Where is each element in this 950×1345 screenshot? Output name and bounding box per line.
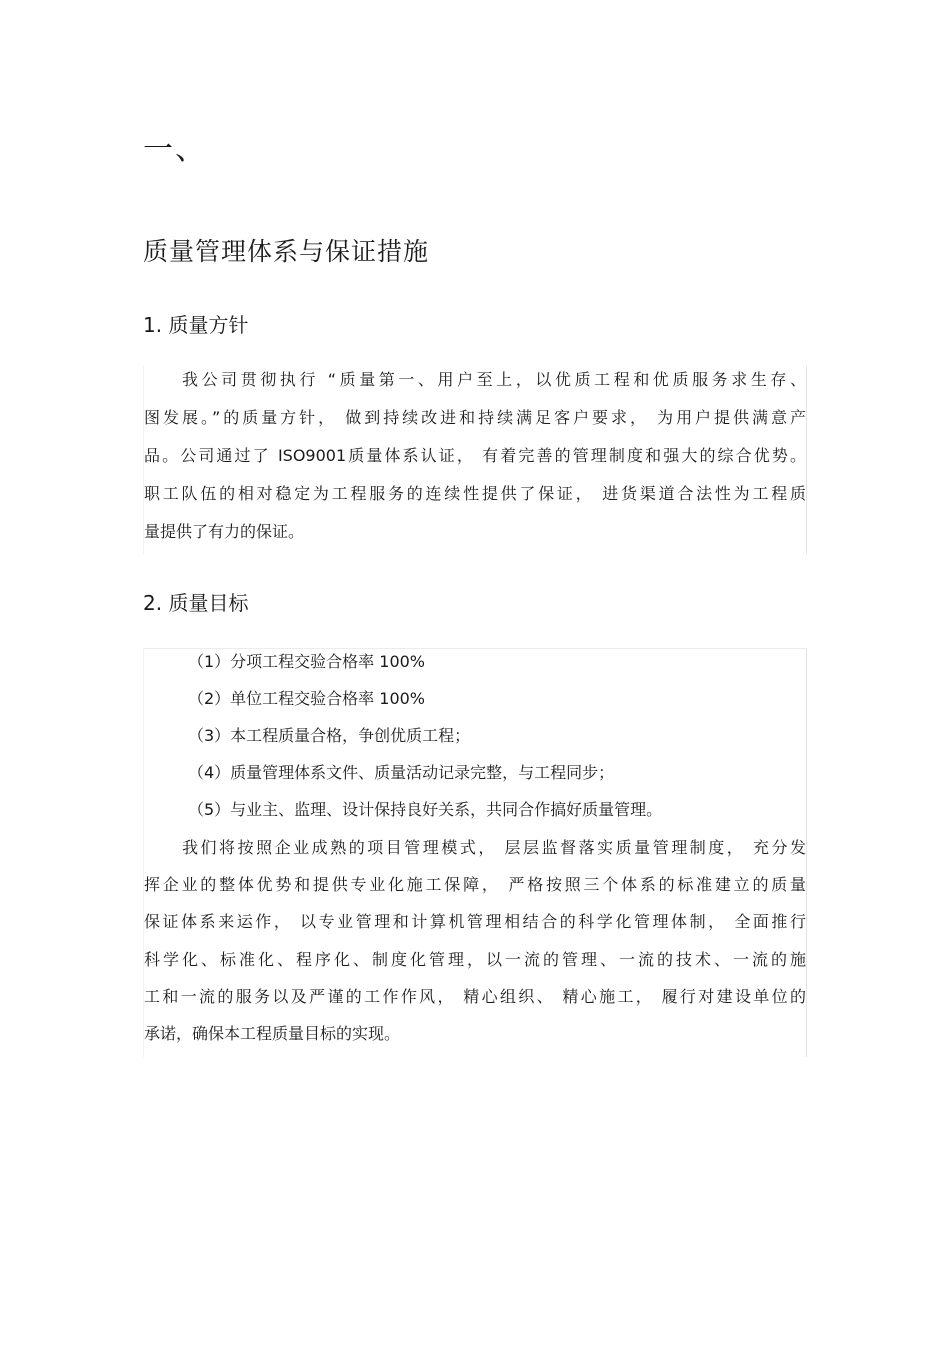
paragraph-line: 量提供了有力的保证。: [144, 522, 305, 541]
section-heading-quality-policy: 1. 质量方针: [143, 313, 249, 337]
target-list-item: （3）本工程质量合格，争创优质工程；: [188, 726, 471, 745]
target-list-item: （2）单位工程交验合格率 100%: [188, 689, 426, 708]
paragraph-line: 品。公司通过了 ISO9001质量体系认证， 有着完善的管理制度和强大的综合优势。: [144, 446, 806, 465]
paragraph-line: 工和一流的服务以及严谨的工作作风， 精心组织、 精心施工， 履行对建设单位的: [144, 987, 806, 1006]
paragraph-line: 挥企业的整体优势和提供专业化施工保障， 严格按照三个体系的标准建立的质量: [144, 875, 806, 894]
quality-policy-block: [143, 366, 807, 554]
quality-targets-block: [143, 648, 807, 1057]
paragraph-line: 图发展。”的质量方针， 做到持续改进和持续满足客户要求， 为用户提供满意产: [144, 408, 806, 427]
paragraph-line: 科学化、标准化、程序化、制度化管理，以一流的管理、一流的技术、一流的施: [144, 950, 806, 969]
target-list-item: （1）分项工程交验合格率 100%: [188, 652, 426, 671]
paragraph-line: 职工队伍的相对稳定为工程服务的连续性提供了保证， 进货渠道合法性为工程质: [144, 484, 806, 503]
paragraph-line: 保证体系来运作， 以专业管理和计算机管理相结合的科学化管理体制， 全面推行: [144, 912, 806, 931]
target-list-item: （5）与业主、监理、设计保持良好关系，共同合作搞好质量管理。: [188, 800, 663, 819]
section-heading-quality-targets: 2. 质量目标: [143, 591, 249, 615]
paragraph-line: 我们将按照企业成熟的项目管理模式， 层层监督落实质量管理制度， 充分发: [182, 838, 806, 857]
chapter-number: 一、: [143, 132, 207, 167]
paragraph-line: 承诺，确保本工程质量目标的实现。: [144, 1024, 401, 1043]
paragraph-line: 我公司贯彻执行 “质量第一、用户至上，以优质工程和优质服务求生存、: [182, 370, 806, 389]
target-list-item: （4）质量管理体系文件、质量活动记录完整，与工程同步；: [188, 763, 615, 782]
chapter-title: 质量管理体系与保证措施: [143, 237, 430, 266]
